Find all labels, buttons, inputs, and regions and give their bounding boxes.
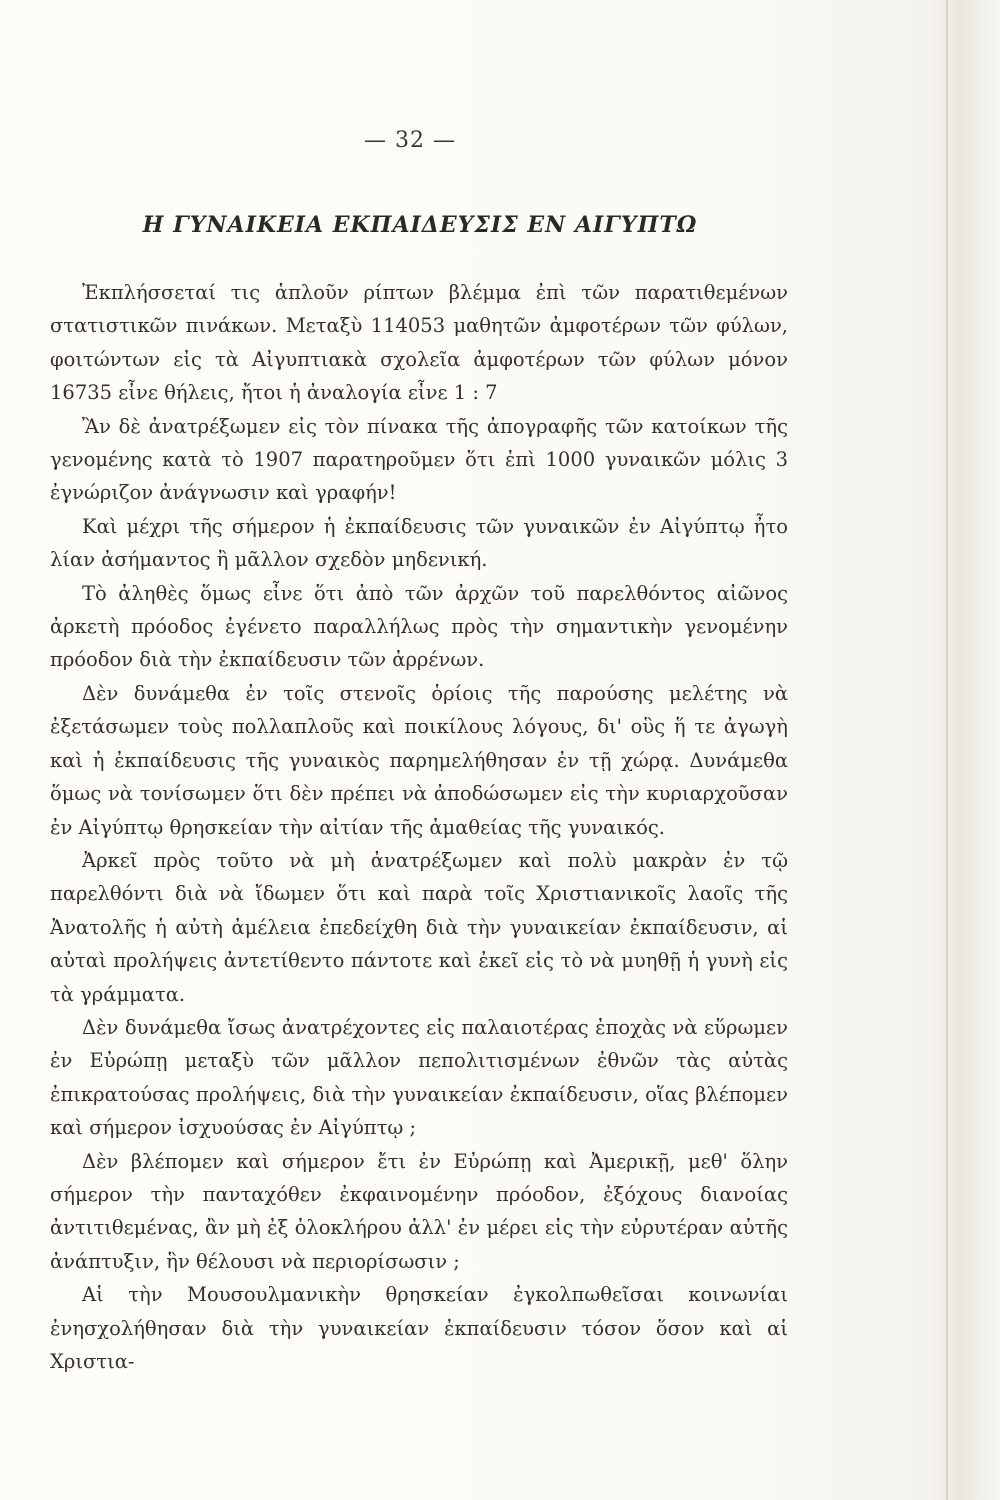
page-number: — 32 — — [364, 128, 456, 153]
paragraph-4: Τὸ ἀληθὲς ὅμως εἶνε ὅτι ἀπὸ τῶν ἀρχῶν τοῦ παρελθόντος αἰῶνος ἀρκετὴ πρόοδος ἐγένετο παραλλήλως πρὸς τὴν σημαντικὴν γενομένην πρόοδον διὰ τὴν ἐκπαίδευσιν τῶν ἀρρένων. — [50, 581, 788, 672]
paragraph-8: Δὲν βλέπομεν καὶ σήμερον ἔτι ἐν Εὐρώπῃ καὶ Ἀμερικῇ, μεθ' ὅλην σήμερον τὴν πανταχόθεν ἐκφαινομένην πρόοδον, ἐξόχους διανοίας ἀντιτιθεμένας, ἂν μὴ ἐξ ὁλοκλήρου ἀλλ' ἐν μέρει εἰς τὴν εὐρυτέραν αὐτῆς ἀνάπτυξιν, ἣν θέλουσι νὰ περιορίσωσιν ; — [50, 1149, 788, 1273]
paragraph-2: Ἂν δὲ ἀνατρέξωμεν εἰς τὸν πίνακα τῆς ἀπογραφῆς τῶν κατοίκων τῆς γενομένης κατὰ τὸ 1907 παρατηροῦμεν ὅτι ἐπὶ 1000 γυναικῶν μόλις 3 ἐγνώριζον ἀνάγνωσιν καὶ γραφήν! — [50, 414, 788, 505]
paragraph-6: Ἀρκεῖ πρὸς τοῦτο νὰ μὴ ἀνατρέξωμεν καὶ πολὺ μακρὰν ἐν τῷ παρελθόντι διὰ νὰ ἴδωμεν ὅτι καὶ παρὰ τοῖς Χριστιανικοῖς λαοῖς τῆς Ἀνατολῆς ἡ αὐτὴ ἀμέλεια ἐπεδείχθη διὰ τὴν γυναικείαν ἐκπαίδευσιν, αἱ αὐταὶ προλήψεις ἀντετίθεντο πάντοτε καὶ ἐκεῖ εἰς τὸ νὰ μυηθῇ ἡ γυνὴ εἰς τὰ γράμματα. — [50, 848, 788, 1006]
paragraph-9: Αἱ τὴν Μουσουλμανικὴν θρησκείαν ἐγκολπωθεῖσαι κοινωνίαι ἐνησχολήθησαν διὰ τὴν γυναικείαν ἐκπαίδευσιν τόσον ὅσον καὶ αἱ Χριστια- — [50, 1283, 788, 1373]
paragraph-5: Δὲν δυνάμεθα ἐν τοῖς στενοῖς ὁρίοις τῆς παρούσης μελέτης νὰ ἐξετάσωμεν τοὺς πολλαπλοῦς καὶ ποικίλους λόγους, δι' οὓς ἥ τε ἀγωγὴ καὶ ἡ ἐκπαίδευσις τῆς γυναικὸς παρημελήθησαν ἐν τῇ χώρᾳ. Δυνάμεθα ὅμως νὰ τονίσωμεν ὅτι δὲν πρέπει νὰ ἀποδώσωμεν εἰς τὴν κυριαρχοῦσαν ἐν Αἰγύπτῳ θρησκείαν τὴν αἰτίαν τῆς ἀμαθείας τῆς γυναικός. — [50, 681, 788, 839]
paragraph-7: Δὲν δυνάμεθα ἴσως ἀνατρέχοντες εἰς παλαιοτέρας ἐποχὰς νὰ εὕρωμεν ἐν Εὐρώπῃ μεταξὺ τῶν μᾶλλον πεπολιτισμένων ἐθνῶν τὰς αὐτὰς ἐπικρατούσας προλήψεις, διὰ τὴν γυναικείαν ἐκπαίδευσιν, οἵας βλέπομεν καὶ σήμερον ἰσχυούσας ἐν Αἰγύπτῳ ; — [50, 1015, 788, 1140]
page-gutter-edge — [946, 0, 948, 1500]
chapter-title: Η ΓΥΝΑΙΚΕΙΑ ΕΚΠΑΙΔΕΥΣΙΣ ΕΝ ΑΙΓΥΠΤΩ — [142, 212, 698, 238]
paragraph-3: Καὶ μέχρι τῆς σήμερον ἡ ἐκπαίδευσις τῶν γυναικῶν ἐν Αἰγύπτῳ ἦτο λίαν ἀσήμαντος ἢ μᾶλλον σχεδὸν μηδενική. — [50, 514, 788, 572]
paragraph-1: Ἐκπλήσσεταί τις ἁπλοῦν ρίπτων βλέμμα ἐπὶ τῶν παρατιθεμένων στατιστικῶν πινάκων. Μεταξὺ 114053 μαθητῶν ἀμφοτέρων τῶν φύλων, φοιτώντων εἰς τὰ Αἰγυπτιακὰ σχολεῖα ἀμφοτέρων τῶν φύλων μόνον 16735 εἶνε θήλεις, ἤτοι ἡ ἀναλογία εἶνε 1 : 7 — [50, 281, 788, 405]
body-text — [50, 276, 788, 1378]
